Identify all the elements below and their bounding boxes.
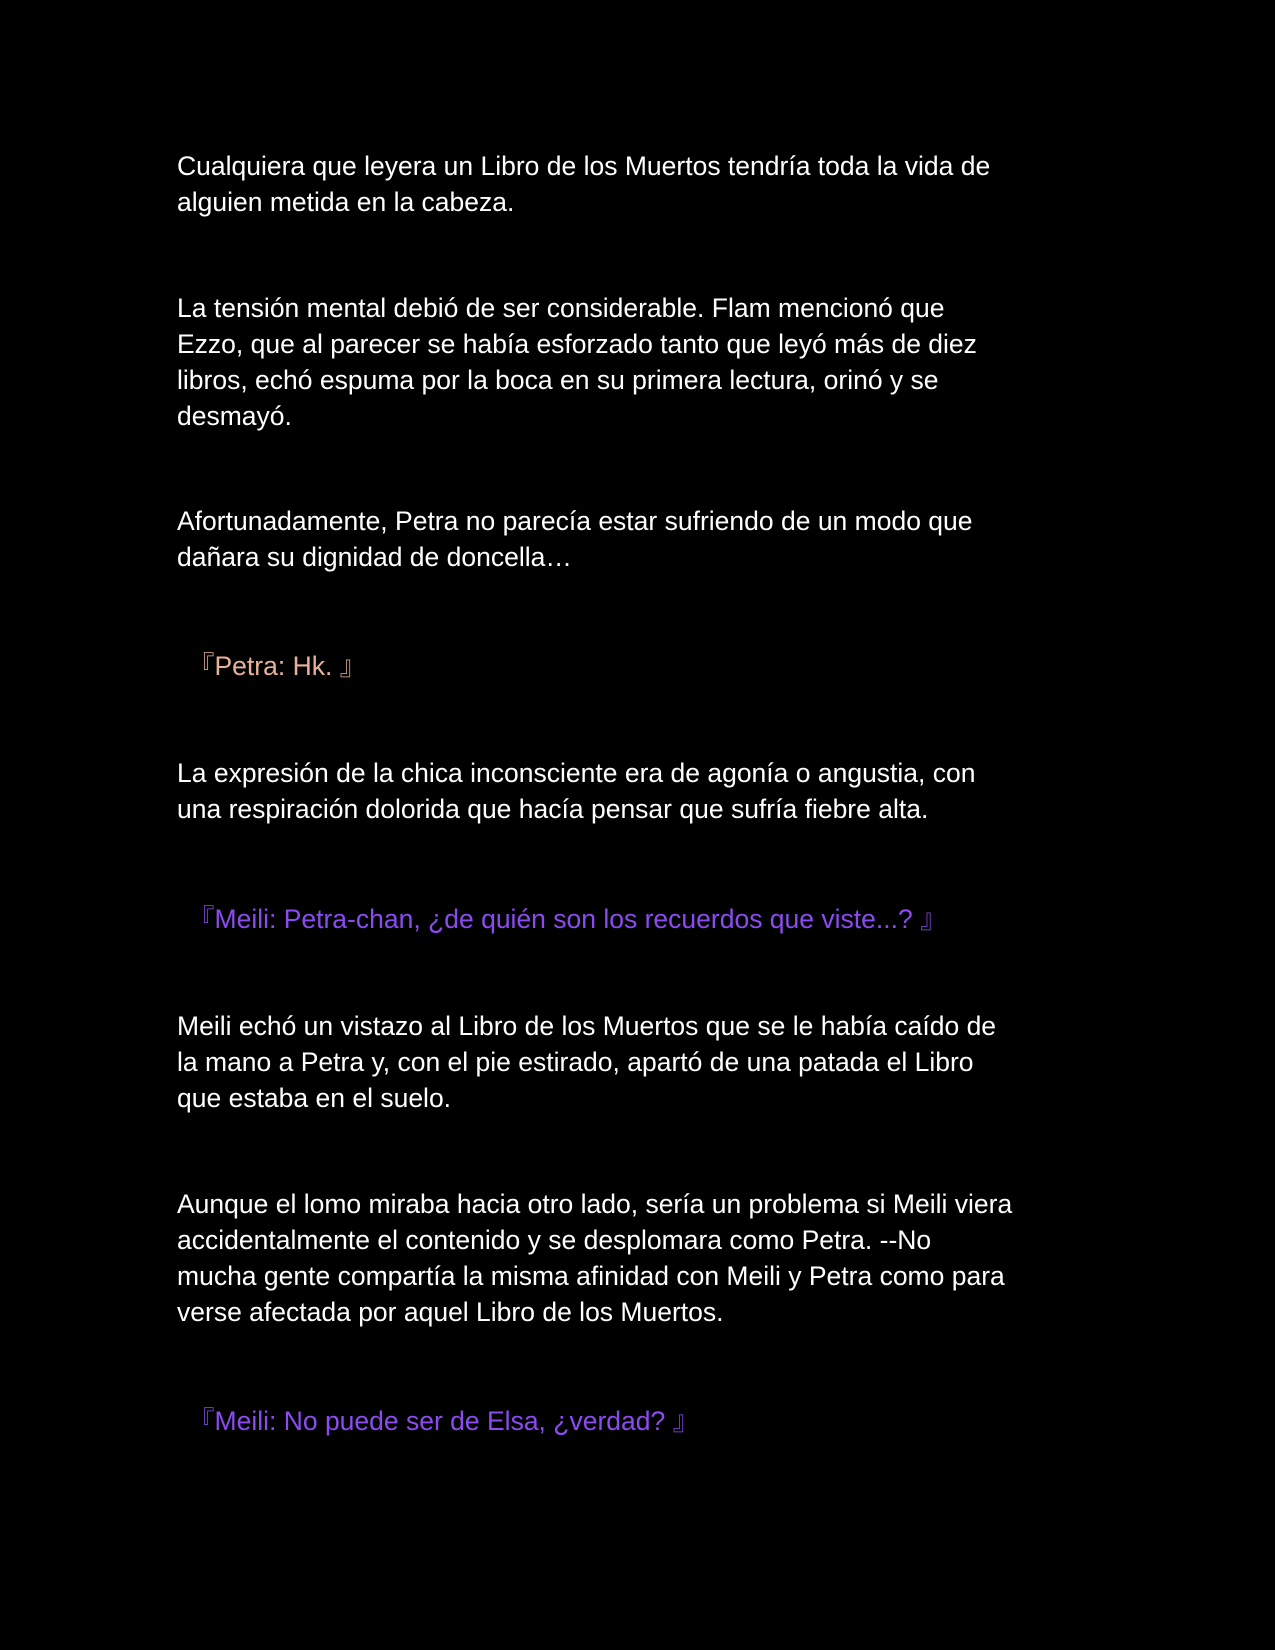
narration-line: verse afectada por aquel Libro de los Muertos. [177,1297,724,1327]
narration-paragraph-1 [177,148,1107,220]
narration-line: Meili echó un vistazo al Libro de los Muertos que se le había caído de [177,1011,997,1041]
dialogue-text: 『Meili: Petra-chan, ¿de quién son los recuerdos que viste...? 』 [188,904,947,934]
narration-line: La tensión mental debió de ser considerable. Flam mencionó que [177,293,945,323]
narration-line: Ezzo, que al parecer se había esforzado tanto que leyó más de diez [177,329,977,359]
narration-line: dañara su dignidad de doncella… [177,542,572,572]
narration-line: alguien metida en la cabeza. [177,187,515,217]
narration-line: la mano a Petra y, con el pie estirado, apartó de una patada el Libro [177,1047,974,1077]
narration-line: una respiración dolorida que hacía pensar que sufría fiebre alta. [177,794,929,824]
narration-paragraph-4 [177,755,1107,827]
narration-line: Aunque el lomo miraba hacia otro lado, sería un problema si Meili viera [177,1189,1013,1219]
dialogue-petra-1 [188,648,1088,684]
dialogue-text: 『Meili: No puede ser de Elsa, ¿verdad? 』 [188,1406,700,1436]
narration-paragraph-6 [177,1186,1107,1330]
narration-line: libros, echó espuma por la boca en su primera lectura, orinó y se [177,365,939,395]
narration-line: Afortunadamente, Petra no parecía estar sufriendo de un modo que [177,506,973,536]
narration-paragraph-2 [177,290,1107,434]
narration-paragraph-3 [177,503,1107,575]
narration-line: desmayó. [177,401,292,431]
dialogue-text: 『Petra: Hk. 』 [188,651,367,681]
narration-line: Cualquiera que leyera un Libro de los Muertos tendría toda la vida de [177,151,991,181]
dialogue-meili-2 [188,1403,1088,1439]
narration-line: accidentalmente el contenido y se desplomara como Petra. --No [177,1225,932,1255]
narration-line: que estaba en el suelo. [177,1083,452,1113]
narration-line: mucha gente compartía la misma afinidad con Meili y Petra como para [177,1261,1005,1291]
narration-line: La expresión de la chica inconsciente era de agonía o angustia, con [177,758,976,788]
dialogue-meili-1 [188,901,1088,937]
narration-paragraph-5 [177,1008,1107,1116]
